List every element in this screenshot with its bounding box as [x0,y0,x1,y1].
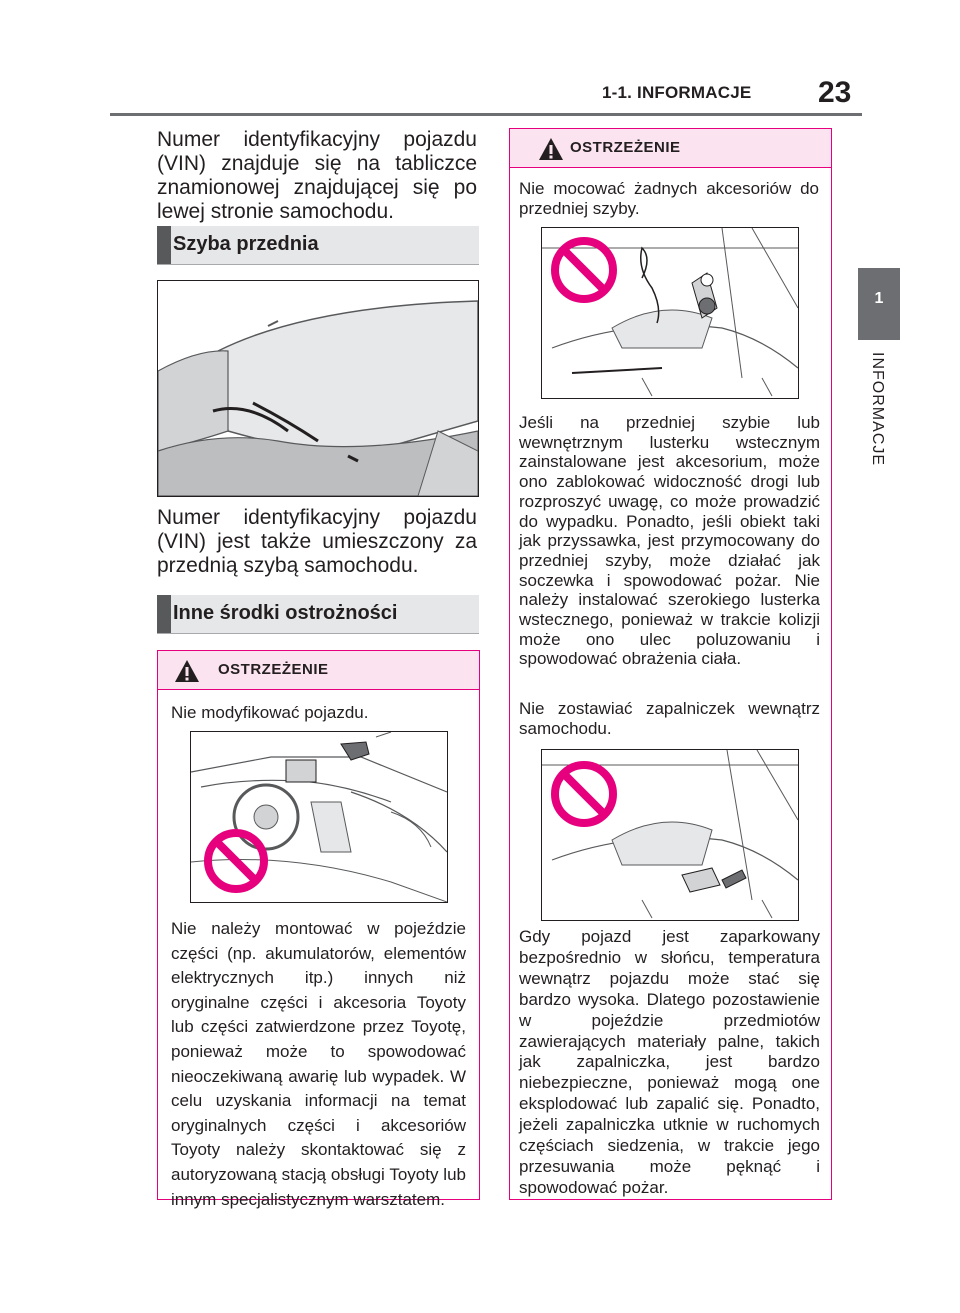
warning-body-heat: Gdy pojazd jest zaparkowany bezpośrednio w słońcu, temperatura wewnątrz pojazdu może stać się bardzo wysoka. Dlatego pozostawienie w pojeździe przedmiotów zawierających materiały palne, takich jak zapalniczka, jest bardzo niebezpieczne, ponieważ mogą one eksplodować lub zapalić się. Ponadto, jeżeli zapalniczka utknie w ruchomych częściach siedzenia, w trakcie jego przesuwania może pęknąć i spowodować pożar. [519,927,820,1197]
warning-title: OSTRZEŻENIE [218,661,329,678]
header-divider [110,113,862,116]
warning-title-bar [158,651,479,690]
warning-body-accessories: Jeśli na przedniej szybie lub wewnętrznym lusterku wstecznym zainstalowane jest akcesorium, może ono zablokować widoczność drogi lub rozproszyć uwagę, co może prowadzić do wypadku. Ponadto, jeśli obiekt taki jak przyssawka, jest przymocowany do przedniej szyby, może działać jak soczewka i spowodować pożar. Nie należy instalować szerokiego lusterka wstecznego, ponieważ w trakcie kolizji może ono ulec poluzowaniu i spowodować obrażenia ciała. [519,413,820,669]
warning-line: Nie modyfikować pojazdu. [171,703,369,722]
lighter-illustration [541,749,799,921]
warning-box-modify [157,650,480,1209]
interior-illustration [190,731,448,903]
section-heading-windshield [157,226,479,265]
warning-triangle-icon [174,659,200,683]
section-title: 1-1. INFORMACJE [602,83,752,102]
chapter-tab-number: 1 [874,290,884,307]
warning-body-lighters: Nie zostawiać zapalniczek wewnątrz samochodu. [519,699,820,738]
section-heading-label: Szyba przednia [173,233,319,255]
prohibition-icon [550,236,618,304]
page-number: 23 [818,76,852,109]
prohibition-icon [550,760,618,828]
windshield-accessory-illustration [541,227,799,399]
windshield-illustration [157,280,479,497]
intro-text: Numer identyfikacyjny pojazdu (VIN) znajduje się na tabliczce znamionowej znajdującej się po lewej stronie samochodu. [157,128,477,223]
warning-box-accessories [509,128,832,1200]
section-heading-label: Inne środki ostrożności [173,602,398,624]
section-heading-bar [157,226,171,264]
warning-title: OSTRZEŻENIE [570,139,681,156]
section-heading-bar [157,595,171,633]
section-heading-other [157,595,479,634]
windshield-text: Numer identyfikacyjny pojazdu (VIN) jest także umieszczony za przednią szybą samochodu. [157,506,477,577]
chapter-tab-label: INFORMACJE [869,352,886,466]
prohibition-icon [203,828,269,894]
warning-body: Nie należy montować w pojeździe części (np. akumulatorów, elementów elektrycznych itp.) innych niż oryginalne części i akcesoria Toyoty lub części zatwierdzone przez Toyotę, ponieważ może to spowodować nieoczekiwaną awarię lub wypadek. W celu uzyskania informacji na temat oryginalnych części i akcesoriów Toyoty należy skontaktować się z autoryzowaną stacją obsługi Toyoty lub innym specjalistycznym warsztatem. [171,919,466,1209]
warning-line: Nie mocować żadnych akcesoriów do przedniej szyby. [519,179,819,218]
warning-triangle-icon [538,137,564,161]
warning-title-bar [510,129,831,168]
